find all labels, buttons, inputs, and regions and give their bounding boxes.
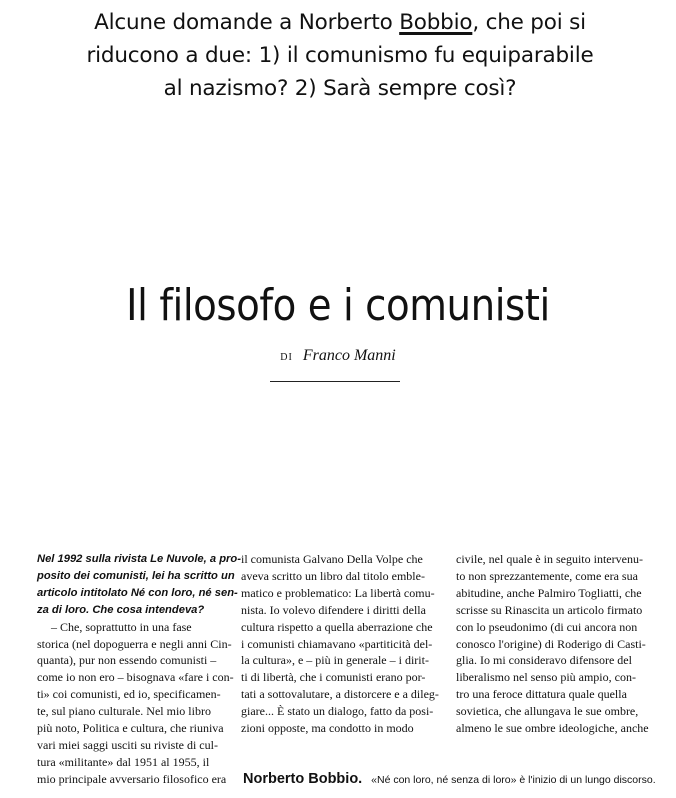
photo-caption xyxy=(243,771,656,787)
text-line: con lo pseudonimo (di cui ancora non xyxy=(456,619,638,634)
text-line: vari miei saggi usciti su riviste di cul- xyxy=(37,737,218,752)
text-line: ti di libertà, che i comunisti erano por- xyxy=(241,670,426,685)
text-line: – Che, soprattutto in una fase xyxy=(51,619,192,634)
question-line: Nel 1992 sulla rivista Le Nuvole, a pro- xyxy=(37,553,241,565)
standfirst-line-2: riducono a due: 1) il comunismo fu equiparabile xyxy=(86,43,594,68)
text-line: sovietica, che allungava le sue ombre, xyxy=(456,704,639,719)
question-line: posito dei comunisti, lei ha scritto un xyxy=(37,569,235,582)
author-name: Franco Manni xyxy=(302,347,396,364)
column-3 xyxy=(456,551,654,737)
text-line: almeno le sue ombre ideologiche, anche xyxy=(456,721,649,736)
column-1 xyxy=(37,551,241,788)
article-title: Il filosofo e i comunisti xyxy=(126,280,550,331)
standfirst-line-3: al nazismo? 2) Sarà sempre così? xyxy=(163,76,517,101)
text-line: tro una feroce dittatura quale quella xyxy=(456,687,627,702)
text-line: abitudine, anche Palmiro Togliatti, che xyxy=(456,585,642,600)
text-line: il comunista Galvano Della Volpe che xyxy=(241,552,423,566)
text-line: conosco l'origine) di Roderigo di Casti- xyxy=(456,636,646,651)
text-line: matico e problematico: La libertà comu- xyxy=(241,585,435,600)
column-2 xyxy=(241,551,439,737)
text-line: i comunisti chiamavano «partiticità del- xyxy=(241,636,433,651)
text-line: aveva scritto un libro dal titolo emble- xyxy=(241,568,425,583)
standfirst-line-1: Alcune domande a Norberto Bobbio, che poi si xyxy=(94,10,586,35)
text-line: civile, nel quale è in seguito intervenu- xyxy=(456,552,643,566)
text-line: zioni opposte, ma condotto in modo xyxy=(241,721,414,736)
caption-name: Norberto Bobbio. xyxy=(243,771,363,787)
text-line: mio principale avversario filosofico era xyxy=(37,771,227,786)
standfirst xyxy=(40,6,640,105)
byline-prefix: DI xyxy=(280,352,293,363)
text-line: quanta), pur non essendo comunisti – xyxy=(37,653,217,668)
text-line: storica (nel dopoguerra e negli anni Cin- xyxy=(37,636,232,651)
text-line: scrisse su Rinascita un articolo firmato xyxy=(456,602,643,617)
text-line: tati a sottovalutare, a distorcere e a dileg- xyxy=(241,687,439,702)
question-line: articolo intitolato Né con loro, né sen- xyxy=(37,586,238,599)
text-line: la cultura», e – più in generale – i dirit- xyxy=(241,653,429,668)
text-line: nista. Io volevo difendere i diritti della xyxy=(241,602,426,617)
highlighted-name: Bobbio xyxy=(399,10,473,35)
text-line: glia. Io mi consideravo difensore del xyxy=(456,653,632,668)
text-line: to non sprezzantemente, come era sua xyxy=(456,568,638,583)
text-line: ti» coi comunisti, ed io, specificamen- xyxy=(37,687,221,702)
text-line: più noto, Politica e cultura, che riuniva xyxy=(37,721,224,736)
question-line: za di loro. Che cosa intendeva? xyxy=(37,603,205,616)
text-line: cultura rispetto a quella aberrazione che xyxy=(241,619,433,634)
decorative-rule xyxy=(270,381,400,382)
text-line: tura «militante» dal 1951 al 1955, il xyxy=(37,754,210,769)
text-line: te, sul piano culturale. Nel mio libro xyxy=(37,704,211,719)
text-line: come io non ero – bisognava «fare i con- xyxy=(37,670,234,685)
caption-text: «Né con loro, né senza di loro» è l'inizio di un lungo discorso. xyxy=(371,774,656,786)
text-line: liberalismo nel senso più ampio, con- xyxy=(456,670,636,685)
byline xyxy=(0,347,676,365)
text-line: giare... È stato un dialogo, fatto da posi- xyxy=(241,704,434,719)
